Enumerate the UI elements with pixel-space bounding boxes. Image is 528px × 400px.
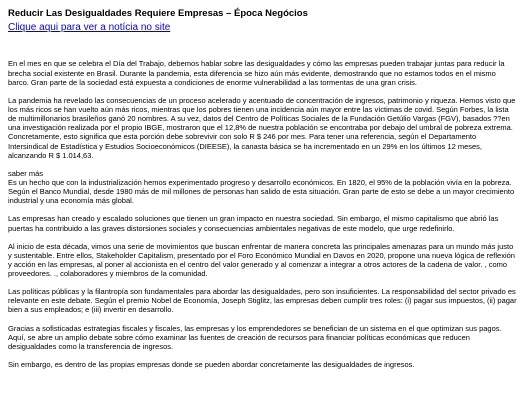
article-paragraph-6: Las políticas públicas y la filantropía son fundamentales para abordar las desigualdades, pero son insuficientes. La responsabilidad del sector privado es relevante en este debate. Según el premio Nobel de Economía, Joseph Stiglitz, las empresas deben cumplir tres roles: (i) pagar sus impuestos, (ii) pagar bien a sus empleados; e (iii) invertir en desarrollo. — [8, 287, 517, 315]
article-paragraph-5: Al inicio de esta década, vimos una serie de movimientos que buscan enfrentar de manera concreta las principales amenazas para un mundo más justo y sustentable. Entre ellos, Stakeholder Capitalism, presentado por el Foro Económico Mundial en Davos en 2020, propone una nueva lógica de reflexión y acción en las empresas, al poner al accionista en el centro del valor generado y al comenzar a integrar a otros actores de la cadena de valor. , como proveedores. ., colaboradores y miembros de la comunidad. — [8, 241, 515, 279]
article-paragraph-8: Sin embargo, es dentro de las propias empresas donde se pueden abordar concretamente las desigualdades de ingresos. — [8, 360, 415, 370]
article-paragraph-2: La pandemia ha revelado las consecuencias de un proceso acelerado y acentuado de concentración de ingresos, patrimonio y riqueza. Hemos visto que los más ricos se han vuelto aún más ricos, mientras que los pobres tienen una incidencia aún mayor entre las víctimas de covid. Según Forbes, la lista de multimillonarios brasileños ganó 20 nombres. A su vez, datos del Centro de Políticas Sociales de la Fundación Getúlio Vargas (FGV), basados ??en una investigación realizada por el propio IBGE, mostraron que el 12,8% de nuestra población se encontraba por debajo del umbral de pobreza extrema. Concretamente, esto significa que esta porción debe sobrevivir con solo R $ 246 por mes. Para tener una referencia, según el Departamento Intersindical de Estadística y Estudios Socioeconómicos (DIEESE), la canasta básica se ha incrementado en un 29% en los últimos 12 meses, alcanzando R $ 1.014,63. — [8, 95, 516, 160]
article-paragraph-1: En el mes en que se celebra el Día del Trabajo, debemos hablar sobre las desigualdades y cómo las empresas pueden trabajar juntas para reducir la brecha social existente en Brasil. Durante la pandemia, esta diferencia se hizo aún más evidente, demostrando que no estamos todos en el mismo barco. Gran parte de la sociedad está expuesta a condiciones de enorme vulnerabilidad a las tormentas de una gran crisis. — [8, 59, 505, 87]
article-title: Reducir Las Desigualdades Requiere Empresas – Época Negócios — [8, 8, 308, 19]
article-paragraph-4: Las empresas han creado y escalado soluciones que tienen un gran impacto en nuestra sociedad. Sin embargo, el mismo capitalismo que abrió las puertas ha contribuido a las graves distorsiones sociales y consecuencias ambientales negativas de este modelo, que urge redefinirlo. — [8, 214, 499, 233]
article-paragraph-7: Gracias a sofisticadas estrategias fiscales y fiscales, las empresas y los emprendedores se benefician de un sistema en el que optimizan sus pagos. Aquí, se abre un amplio debate sobre cómo examinar las fuentes de creación de recursos para financiar políticas económicas que reducen desigualdades como la transferencia de ingresos. — [8, 323, 502, 351]
article-paragraph-3: Es un hecho que con la industrialización hemos experimentado progreso y desarrollo económicos. En 1820, el 95% de la población vivía en la pobreza. Según el Banco Mundial, desde 1980 más de mil millones de personas han salido de esta situación. Gran parte de esto se debe a un mayor crecimiento industrial y una economía más global. — [8, 177, 515, 206]
view-news-link[interactable]: Clique aqui para ver a notícia no site — [8, 22, 171, 34]
section-subhead: saber más — [8, 168, 44, 178]
